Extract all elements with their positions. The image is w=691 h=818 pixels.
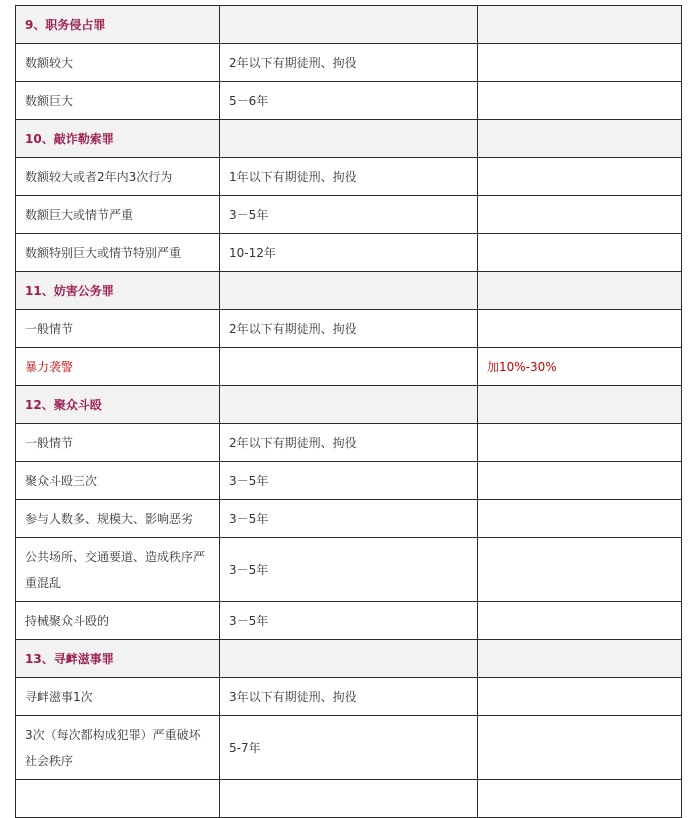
sentencing-table: [15, 5, 682, 818]
table-row: [16, 462, 682, 500]
sentence-range-cell: 3－5年: [220, 462, 478, 500]
sentence-range-cell: 3－5年: [220, 602, 478, 640]
sentence-range-cell: 3－5年: [220, 500, 478, 538]
adjustment-cell: [478, 640, 682, 678]
sentence-range-cell: 3－5年: [220, 196, 478, 234]
offense-circumstance-cell: 一般情节: [16, 424, 220, 462]
sentencing-table-body: [16, 6, 682, 818]
table-row: [16, 538, 682, 602]
table-row: [16, 82, 682, 120]
adjustment-cell: [478, 500, 682, 538]
adjustment-cell: [478, 424, 682, 462]
table-row: [16, 348, 682, 386]
table-row: [16, 234, 682, 272]
offense-circumstance-cell: 3次（每次都构成犯罪）严重破坏社会秩序: [16, 716, 220, 780]
sentence-range-cell: 5-7年: [220, 716, 478, 780]
sentence-range-cell: [220, 348, 478, 386]
table-row: [16, 780, 682, 818]
section-title: 11、妨害公务罪: [16, 272, 220, 310]
adjustment-cell: [478, 538, 682, 602]
sentence-range-cell: 5－6年: [220, 82, 478, 120]
sentence-range-cell: [220, 386, 478, 424]
section-header-row: [16, 6, 682, 44]
table-row: [16, 44, 682, 82]
section-header-row: [16, 386, 682, 424]
sentence-range-cell: [220, 780, 478, 818]
adjustment-cell: [478, 158, 682, 196]
sentence-range-cell: 3－5年: [220, 538, 478, 602]
adjustment-cell: [478, 120, 682, 158]
sentence-range-cell: 2年以下有期徒刑、拘役: [220, 44, 478, 82]
table-row: [16, 678, 682, 716]
adjustment-cell: [478, 82, 682, 120]
offense-circumstance-cell: 数额较大: [16, 44, 220, 82]
offense-circumstance-cell: 一般情节: [16, 310, 220, 348]
section-title: 13、寻衅滋事罪: [16, 640, 220, 678]
offense-circumstance-cell: 参与人数多、规模大、影响恶劣: [16, 500, 220, 538]
table-row: [16, 310, 682, 348]
sentence-range-cell: 2年以下有期徒刑、拘役: [220, 424, 478, 462]
section-header-row: [16, 120, 682, 158]
adjustment-cell: [478, 44, 682, 82]
adjustment-cell: [478, 602, 682, 640]
sentence-range-cell: 2年以下有期徒刑、拘役: [220, 310, 478, 348]
offense-circumstance-cell: 数额巨大或情节严重: [16, 196, 220, 234]
adjustment-cell: [478, 678, 682, 716]
sentence-range-cell: [220, 640, 478, 678]
offense-circumstance-cell: [16, 780, 220, 818]
offense-circumstance-cell: 数额巨大: [16, 82, 220, 120]
offense-circumstance-cell: 寻衅滋事1次: [16, 678, 220, 716]
adjustment-cell: [478, 234, 682, 272]
section-title: 9、职务侵占罪: [16, 6, 220, 44]
table-row: [16, 602, 682, 640]
offense-circumstance-cell: 持械聚众斗殴的: [16, 602, 220, 640]
adjustment-cell: [478, 6, 682, 44]
sentence-range-cell: 3年以下有期徒刑、拘役: [220, 678, 478, 716]
table-row: [16, 500, 682, 538]
offense-circumstance-cell: 数额较大或者2年内3次行为: [16, 158, 220, 196]
section-title: 10、敲诈勒索罪: [16, 120, 220, 158]
table-row: [16, 158, 682, 196]
adjustment-cell: [478, 196, 682, 234]
sentence-range-cell: [220, 6, 478, 44]
adjustment-cell: [478, 716, 682, 780]
sentence-range-cell: 10-12年: [220, 234, 478, 272]
adjustment-cell: [478, 462, 682, 500]
table-row: [16, 196, 682, 234]
table-row: [16, 716, 682, 780]
section-header-row: [16, 640, 682, 678]
adjustment-cell: [478, 780, 682, 818]
adjustment-cell: [478, 386, 682, 424]
adjustment-cell: [478, 272, 682, 310]
table-row: [16, 424, 682, 462]
section-title: 12、聚众斗殴: [16, 386, 220, 424]
offense-circumstance-cell: 聚众斗殴三次: [16, 462, 220, 500]
sentence-range-cell: [220, 272, 478, 310]
adjustment-cell: 加10%-30%: [478, 348, 682, 386]
offense-circumstance-cell: 数额特别巨大或情节特别严重: [16, 234, 220, 272]
offense-circumstance-cell: 暴力袭警: [16, 348, 220, 386]
adjustment-cell: [478, 310, 682, 348]
sentence-range-cell: [220, 120, 478, 158]
sentence-range-cell: 1年以下有期徒刑、拘役: [220, 158, 478, 196]
section-header-row: [16, 272, 682, 310]
offense-circumstance-cell: 公共场所、交通要道、造成秩序严重混乱: [16, 538, 220, 602]
